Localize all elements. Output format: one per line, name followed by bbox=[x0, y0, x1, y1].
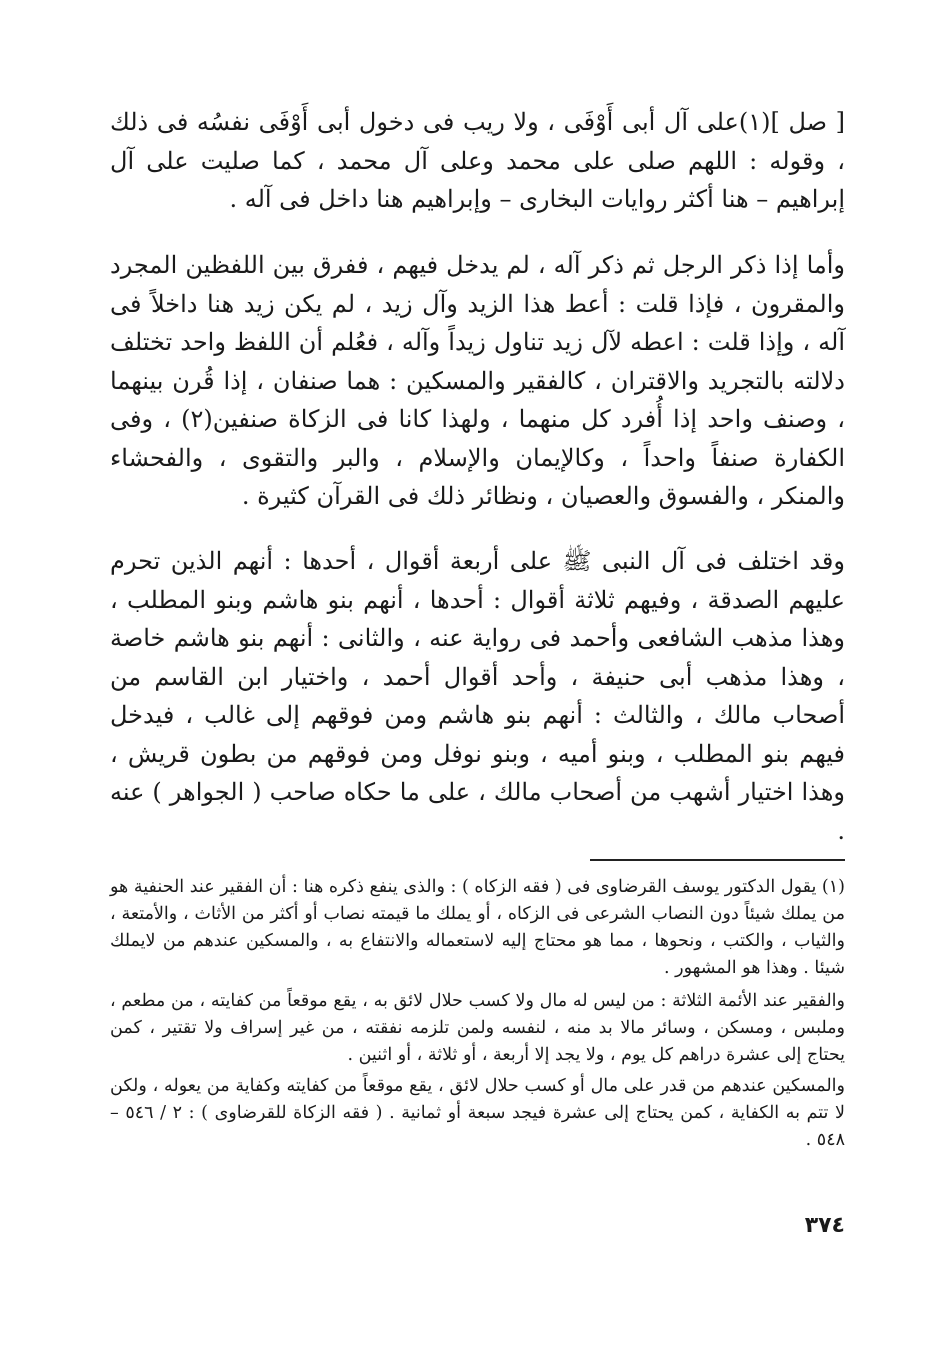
footnote-1: (١) يقول الدكتور يوسف القرضاوى فى ( فقه الزكاه ) : والذى ينفع ذكره هنا : أن الفقير عند الحنفية هو من يملك شيئاً دون النصاب الشرعى فى الزكاه ، أو يملك ما قيمته نصاب أو أكثر من الأثاث ، والأمتعة ، والثياب ، والكتب ، ونحوها ، مما هو محتاج إليه لاستعماله والانتفاع به ، والمسكين عندهم من لايملك شيئا . وهذا هو المشهور . bbox=[110, 877, 845, 978]
footnote-1-para-3: والمسكين عندهم من قدر على مال أو كسب حلال لائق ، يقع موقعاً من كفايته وكفاية من يعوله ، ولكن لا تتم به الكفاية ، كمن يحتاج إلى عشرة فيجد سبعة أو ثمانية . ( فقه الزكاة للقرضاوى ) : ٢ / ٥٤٦ – ٥٤٨ . bbox=[110, 1076, 845, 1150]
paragraph-2: وأما إذا ذكر الرجل ثم ذكر آله ، لم يدخل فيهم ، ففرق بين اللفظين المجرد والمقرون ، فإذا قلت : أعط هذا الزيد وآل زيد ، لم يكن زيد هنا داخلاً فى آله ، وإذا قلت : اعطه لآل زيد تناول زيداً وآله ، فعُلم أن اللفظ واحد تختلف دلالته بالتجريد والاقتران ، كالفقير والمسكين : هما صنفان ، إذا قُرن بينهما ، وصنف واحد إذا أُفرد كل منهما ، ولهذا كانا فى الزكاة صنفين(٢) ، وفى الكفارة صنفاً واحداً ، وكالإيمان والإسلام ، والبر والتقوى ، والفحشاء والمنكر ، والفسوق والعصيان ، ونظائر ذلك فى القرآن كثيرة . bbox=[110, 251, 845, 510]
footnote-divider bbox=[590, 859, 845, 861]
page-number: ٣٧٤ bbox=[804, 1213, 845, 1238]
main-text-3 bbox=[110, 542, 845, 850]
main-text-2 bbox=[110, 246, 845, 516]
footnote-1-para-2: والفقير عند الأئمة الثلاثة : من ليس له مال ولا كسب حلال لائق به ، يقع موقعاً من كفايته ، من مطعم ، وملبس ، ومسكن ، وسائر مالا بد منه ، لنفسه ولمن تلزمه نفقته ، من غير إسراف ولا تقتير ، كمن يحتاج إلى عشرة دراهم كل يوم ، ولا يجد إلا أربعة ، أو ثلاثة ، أو اثنين . bbox=[110, 991, 845, 1065]
paragraph-1: [ صل ](١)على آل أبى أَوْفَى ، ولا ريب فى دخول أبى أَوْفَى نفسُه فى ذلك ، وقوله : اللهم صلى على محمد وعلى آل محمد ، كما صليت على آل إبراهيم – هنا أكثر روايات البخارى – وإبراهيم هنا داخل فى آله . bbox=[110, 108, 845, 213]
paragraph-3: وقد اختلف فى آل النبى ﷺ على أربعة أقوال ، أحدها : أنهم الذين تحرم عليهم الصدقة ، وفيهم ثلاثة أقوال : أحدها ، أنهم بنو هاشم وبنو المطلب ، وهذا مذهب الشافعى وأحمد فى رواية عنه ، والثانى : أنهم بنو هاشم خاصة ، وهذا مذهب أبى حنيفة ، وأحد أقوال أحمد ، واختيار ابن القاسم من أصحاب مالك ، والثالث : أنهم بنو هاشم ومن فوقهم إلى غالب ، فيدخل فيهم بنو المطلب ، وبنو أميه ، وبنو نوفل ومن فوقهم من بطون قريش ، وهذا اختيار أشهب من أصحاب مالك ، على ما حكاه صاحب ( الجواهر ) عنه . bbox=[110, 547, 845, 845]
main-text bbox=[110, 103, 845, 219]
footnotes bbox=[110, 874, 845, 1154]
